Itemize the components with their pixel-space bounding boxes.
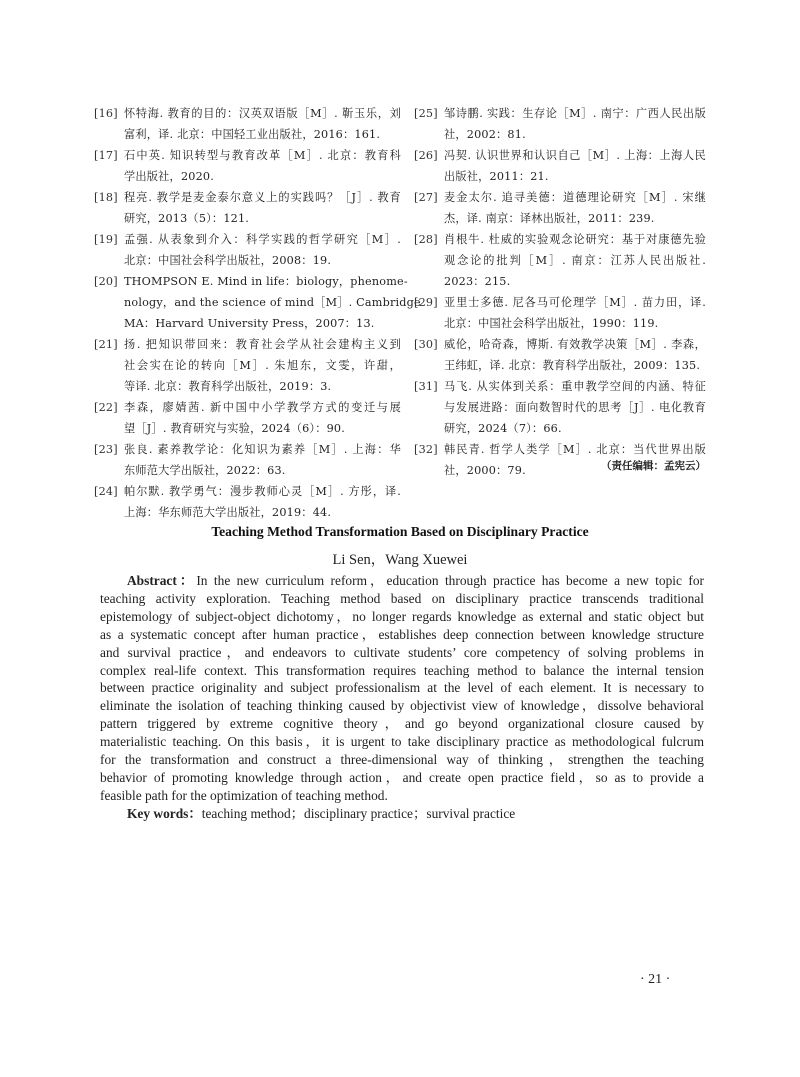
- reference-line: 孟强. 从表象到介入：科学实践的哲学研究［M］.: [124, 233, 401, 246]
- reference-line: 与发展进路：面向数智时代的思考［J］. 电化教育: [444, 401, 706, 414]
- reference-line: 石中英. 知识转型与教育改革［M］. 北京：教育科: [124, 149, 401, 162]
- english-abstract: [100, 572, 704, 823]
- abstract-line: teaching activity exploration. Teaching method based on disciplinary practice transcends traditional: [100, 590, 704, 606]
- reference-line: 出版社，2011：21.: [444, 170, 549, 183]
- reference-line: 观念论的批判［M］. 南京：江苏人民出版社.: [444, 254, 706, 267]
- reference-line: 麦金太尔. 追寻美德：道德理论研究［M］. 宋继: [444, 191, 706, 204]
- reference-number: [32]: [414, 443, 438, 456]
- reference-line: nology，and the science of mind［M］. Cambridge: [124, 296, 421, 309]
- reference-entry: [416, 187, 706, 229]
- abstract-line: behavior of promoting knowledge through action，and create open practice field，so as to provide a: [100, 769, 704, 785]
- reference-entry: [96, 439, 401, 481]
- reference-line: 帕尔默. 教学勇气：漫步教师心灵［M］. 方彤，译.: [124, 485, 401, 498]
- reference-line: 杰，译. 南京：译林出版社，2011：239.: [444, 212, 655, 225]
- reference-line: 东师范大学出版社，2022：63.: [124, 464, 286, 477]
- keywords-text: teaching method；disciplinary practice；survival practice: [201, 805, 516, 821]
- reference-line: 肖根牛. 杜威的实验观念论研究：基于对康德先验: [444, 233, 706, 246]
- reference-line: 北京：中国社会科学出版社，2008：19.: [124, 254, 332, 267]
- abstract-line: for the transformation and construct a three-dimensional way of thinking，strengthen the teaching: [100, 752, 704, 768]
- editor-note: （责任编辑：孟宪云）: [601, 460, 706, 472]
- abstract-line: eliminate the isolation of teaching thinking caused by objectivist view of knowledge，dissolve behavioral: [100, 698, 704, 714]
- reference-line: 王纬虹，译. 北京：教育科学出版社，2009：135.: [444, 359, 701, 372]
- reference-line: 韩民青. 哲学人类学［M］. 北京：当代世界出版: [444, 443, 706, 456]
- reference-line: 2023：215.: [444, 275, 511, 288]
- references-left-column: [94, 103, 421, 523]
- reference-number: [17]: [94, 149, 118, 162]
- reference-entry: [416, 229, 706, 292]
- reference-line: 北京：中国社会科学出版社，1990：119.: [444, 317, 659, 330]
- reference-entry: [96, 481, 401, 523]
- reference-entry: [94, 271, 421, 334]
- abstract-line: feasible path for the optimization of teaching method.: [100, 787, 388, 803]
- abstract-line: between practice originality and subject professionalism at the level of each element. It is necessary to: [100, 680, 704, 696]
- reference-entry: [96, 187, 401, 229]
- reference-line: THOMPSON E. Mind in life：biology，phenome-: [124, 275, 408, 288]
- reference-number: [29]: [414, 296, 438, 309]
- reference-entry: [96, 103, 401, 145]
- reference-number: [27]: [414, 191, 438, 204]
- reference-line: 社，2002：81.: [444, 128, 526, 141]
- reference-number: [19]: [94, 233, 118, 246]
- reference-line: 上海：华东师范大学出版社，2019：44.: [124, 506, 332, 519]
- english-title: Teaching Method Transformation Based on Disciplinary Practice: [211, 524, 589, 539]
- reference-line: 程亮. 教学是麦金泰尔意义上的实践吗？［J］. 教育: [124, 191, 401, 204]
- reference-line: 怀特海. 教育的目的：汉英双语版［M］. 靳玉乐，刘: [124, 107, 401, 120]
- reference-entry: [96, 145, 401, 187]
- reference-line: 学出版社，2020.: [124, 170, 214, 183]
- reference-line: 研究，2024（7）：66.: [444, 422, 562, 435]
- reference-number: [30]: [414, 338, 438, 351]
- reference-line: 邹诗鹏. 实践：生存论［M］. 南宁：广西人民出版: [444, 107, 706, 120]
- english-authors: Li Sen，Wang Xuewei: [332, 552, 468, 568]
- keywords-line: [100, 805, 704, 823]
- abstract-text: In the new curriculum reform，education through practice has become a new topic for: [196, 573, 704, 588]
- reference-number: [22]: [94, 401, 118, 414]
- reference-entry: [416, 292, 706, 334]
- reference-entry: [96, 334, 401, 397]
- reference-number: [21]: [94, 338, 118, 351]
- abstract-line: as a systematic concept after human practice，establishes deep connection between knowledge structure: [100, 626, 704, 642]
- abstract-line: and survival practice，and endeavors to cultivate students’ core competency of solving problems in: [100, 644, 704, 660]
- reference-number: [26]: [414, 149, 438, 162]
- reference-entry: [416, 145, 706, 187]
- reference-entry: [96, 229, 401, 271]
- reference-line: 扬. 把知识带回来：教育社会学从社会建构主义到: [124, 338, 401, 351]
- abstract-line: [100, 572, 704, 590]
- reference-entry: [416, 376, 706, 439]
- reference-number: [18]: [94, 191, 118, 204]
- reference-line: 亚里士多德. 尼各马可伦理学［M］. 苗力田，译.: [444, 296, 706, 309]
- reference-number: [24]: [94, 485, 118, 498]
- reference-line: 社会实在论的转向［M］. 朱旭东，文雯，许甜，: [124, 359, 401, 372]
- reference-line: 研究，2013（5）：121.: [124, 212, 250, 225]
- abstract-line: materialistic teaching. On this basis，it is urgent to take disciplinary practice as methodological fulcrum: [100, 734, 704, 750]
- keywords-label: Key words：: [127, 805, 202, 821]
- page-number: · 21 ·: [640, 972, 671, 987]
- reference-line: 等译. 北京：教育科学出版社，2019：3.: [124, 380, 332, 393]
- reference-line: 富利，译. 北京：中国轻工业出版社，2016：161.: [124, 128, 381, 141]
- reference-line: 马飞. 从实体到关系：重申教学空间的内涵、特征: [444, 380, 706, 393]
- reference-line: 李森，廖婧茜. 新中国中小学教学方式的变迁与展: [124, 401, 401, 414]
- abstract-label: Abstract：: [127, 573, 197, 588]
- reference-number: [23]: [94, 443, 118, 456]
- reference-number: [20]: [94, 275, 118, 288]
- reference-number: [16]: [94, 107, 118, 120]
- reference-number: [28]: [414, 233, 438, 246]
- references-right-column: [416, 103, 706, 481]
- reference-line: 威伦，哈奇森，博斯. 有效教学决策［M］. 李森，: [444, 338, 706, 351]
- reference-line: 社，2000：79.: [444, 464, 526, 477]
- reference-number: [31]: [414, 380, 438, 393]
- reference-number: [25]: [414, 107, 438, 120]
- reference-line: 冯契. 认识世界和认识自己［M］. 上海：上海人民: [444, 149, 706, 162]
- abstract-line: pattern triggered by extreme cognitive theory，and go beyond organizational closure caused by: [100, 716, 704, 732]
- reference-line: 望［J］. 教育研究与实验，2024（6）：90.: [124, 422, 346, 435]
- abstract-line: epistemology of subject-object dichotomy，no longer regards knowledge as external and static object but: [100, 608, 704, 624]
- reference-entry: [96, 397, 401, 439]
- reference-entry: [416, 103, 706, 145]
- abstract-line: complex real-life context. This transformation requires teaching method to balance the internal tension: [100, 662, 704, 678]
- reference-line: MA：Harvard University Press，2007：13.: [124, 317, 375, 330]
- reference-entry: [416, 334, 706, 376]
- reference-line: 张良. 素养教学论：化知识为素养［M］. 上海：华: [124, 443, 401, 456]
